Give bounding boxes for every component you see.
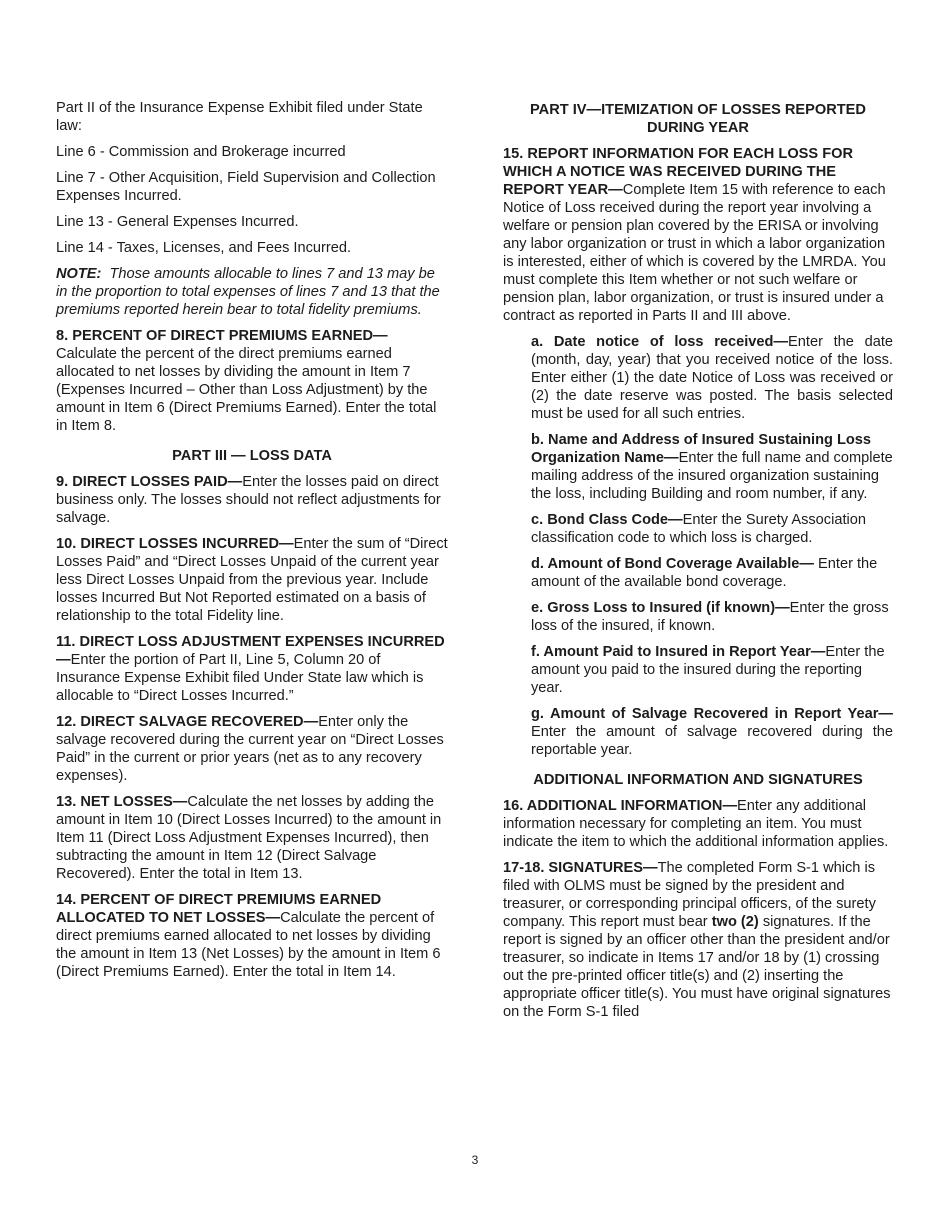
item-15e-heading: e. Gross Loss to Insured (if known)— (531, 600, 790, 616)
item-16-heading: 16. ADDITIONAL INFORMATION— (503, 798, 738, 814)
item-10 (56, 535, 448, 625)
item-9-text: Enter the losses paid on direct business only. The losses should not reflect adjustments for salvage. (56, 474, 441, 526)
line-14-text: Line 14 - Taxes, Licenses, and Fees Incurred. (56, 240, 352, 256)
item-15 (503, 145, 893, 325)
item-17-18-emphasis: two (2) (711, 914, 759, 930)
item-17-18-text-after: signatures. If the report is signed by an officer other than the president and/or treasurer, so indicate in Items 17 and/or 18 by (1) crossing out the pre-printed officer title(s) and (2) inserting the appropriate officer title(s). You must have original signatures on the Form S-1 filed (503, 914, 891, 1020)
item-15a-text: Enter the date (month, day, year) that you received notice of the loss. Enter either (1) the date Notice of Loss was received or (2) the date reserve was posted. The basis selected must be used for all such entries. (531, 334, 894, 422)
item-10-heading: 10. DIRECT LOSSES INCURRED— (56, 536, 294, 552)
intro-paragraph: Part II of the Insurance Expense Exhibit filed under State law: (56, 100, 423, 134)
item-15a (531, 333, 893, 423)
item-15e-text: Enter the gross loss of the insured, if known. (531, 600, 889, 634)
item-15g (531, 705, 893, 759)
item-12-text: Enter only the salvage recovered during the current year on “Direct Losses Paid” in the current or prior years (net as to any recovery expenses). (56, 714, 444, 784)
item-15a-heading: a. Date notice of loss received— (531, 334, 789, 350)
line-7-text: Line 7 - Other Acquisition, Field Supervision and Collection Expenses Incurred. (56, 170, 436, 204)
note-label: NOTE: (56, 266, 102, 282)
item-15c (531, 511, 893, 547)
item-11-text: Enter the portion of Part II, Line 5, Column 20 of Insurance Expense Exhibit filed Under State law which is allocable to “Direct Losses Incurred.” (56, 652, 424, 704)
page-number: 3 (471, 1153, 479, 1167)
item-15f-heading: f. Amount Paid to Insured in Report Year— (531, 644, 826, 660)
item-12 (56, 713, 448, 785)
item-10-text: Enter the sum of “Direct Losses Paid” and “Direct Losses Unpaid of the current year less Direct Losses Unpaid from the previous year. Include losses Incurred But Not Reported estimated on a basis of relationship to the total Fidelity line. (56, 536, 448, 624)
item-15b-heading: b. Name and Address of Insured Sustaining Loss Organization Name— (531, 432, 872, 466)
item-15d-text: Enter the amount of the available bond coverage. (531, 556, 878, 590)
item-8 (56, 327, 448, 435)
part-3-title: PART III — LOSS DATA (172, 448, 332, 464)
item-15e (531, 599, 893, 635)
item-14-text: Calculate the percent of direct premiums earned allocated to net losses by dividing the amount in Item 13 (Net Losses) by the amount in Item 6 (Direct Premiums Earned). Enter the total in Item 14. (56, 910, 441, 980)
part-4-title: PART IV—ITEMIZATION OF LOSSES REPORTED DURING YEAR (530, 102, 866, 136)
item-17-18-text-before: The completed Form S-1 which is filed with OLMS must be signed by the president and treasurer, or corresponding principal officers, of the surety company. This report must bear (503, 860, 876, 930)
item-15b-text: Enter the full name and complete mailing address of the insured organization sustaining the loss, including Building and room number, if any. (531, 450, 893, 502)
item-14-heading: 14. PERCENT OF DIRECT PREMIUMS EARNED ALLOCATED TO NET LOSSES— (56, 892, 382, 926)
line-13-text: Line 13 - General Expenses Incurred. (56, 214, 299, 230)
item-15f (531, 643, 893, 697)
note-paragraph (56, 265, 448, 319)
right-column (503, 99, 893, 1029)
item-17-18 (503, 859, 893, 1021)
item-9 (56, 473, 448, 527)
item-15g-text: Enter the amount of salvage recovered during the reportable year. (531, 724, 893, 758)
line-6-text: Line 6 - Commission and Brokerage incurred (56, 144, 346, 160)
item-15-text: Complete Item 15 with reference to each Notice of Loss received during the report year involving a welfare or pension plan covered by the ERISA or involving any labor organization or trust in which a labor organization is interested, either of which is covered by the LMRDA. You must complete this Item whether or not such welfare or pension plan, labor organization, or trust is insured under a contract as reported in Parts II and III above. (503, 182, 886, 324)
item-15d-heading: d. Amount of Bond Coverage Available— (531, 556, 814, 572)
additional-info-title: ADDITIONAL INFORMATION AND SIGNATURES (533, 772, 863, 788)
item-16-text: Enter any additional information necessary for completing an item. You must indicate the item to which the additional information applies. (503, 798, 889, 850)
item-13-text: Calculate the net losses by adding the amount in Item 10 (Direct Losses Incurred) to the amount in Item 11 (Direct Loss Adjustment Expenses Incurred), then subtracting the amount in Item 12 (Direct Salvage Recovered). Enter the total in Item 13. (56, 794, 442, 882)
item-15d (531, 555, 893, 591)
item-15f-text: Enter the amount you paid to the insured during the reporting year. (531, 644, 885, 696)
item-8-heading: 8. PERCENT OF DIRECT PREMIUMS EARNED— (56, 328, 388, 344)
item-9-heading: 9. DIRECT LOSSES PAID— (56, 474, 243, 490)
item-15g-heading: g. Amount of Salvage Recovered in Report Year— (531, 706, 893, 722)
item-15c-text: Enter the Surety Association classification code to which loss is charged. (531, 512, 866, 546)
note-text: Those amounts allocable to lines 7 and 13 may be in the proportion to total expenses of lines 7 and 13 that the premiums reported herein bear to total fidelity premiums. (56, 266, 440, 318)
left-column (56, 99, 448, 989)
item-15b (531, 431, 893, 503)
item-14 (56, 891, 448, 981)
item-11-heading: 11. DIRECT LOSS ADJUSTMENT EXPENSES INCURRED— (56, 634, 445, 668)
item-12-heading: 12. DIRECT SALVAGE RECOVERED— (56, 714, 319, 730)
item-11 (56, 633, 448, 705)
item-8-text: Calculate the percent of the direct premiums earned allocated to net losses by dividing the amount in Item 7 (Expenses Incurred – Other than Loss Adjustment) by the amount in Item 6 (Direct Premiums Earned). Enter the total in Item 8. (56, 346, 437, 434)
item-15-heading: 15. REPORT INFORMATION FOR EACH LOSS FOR WHICH A NOTICE WAS RECEIVED DURING THE REPORT YEAR— (503, 146, 853, 198)
item-13 (56, 793, 448, 883)
item-13-heading: 13. NET LOSSES— (56, 794, 188, 810)
item-15c-heading: c. Bond Class Code— (531, 512, 683, 528)
item-17-18-heading: 17-18. SIGNATURES— (503, 860, 658, 876)
item-16 (503, 797, 893, 851)
